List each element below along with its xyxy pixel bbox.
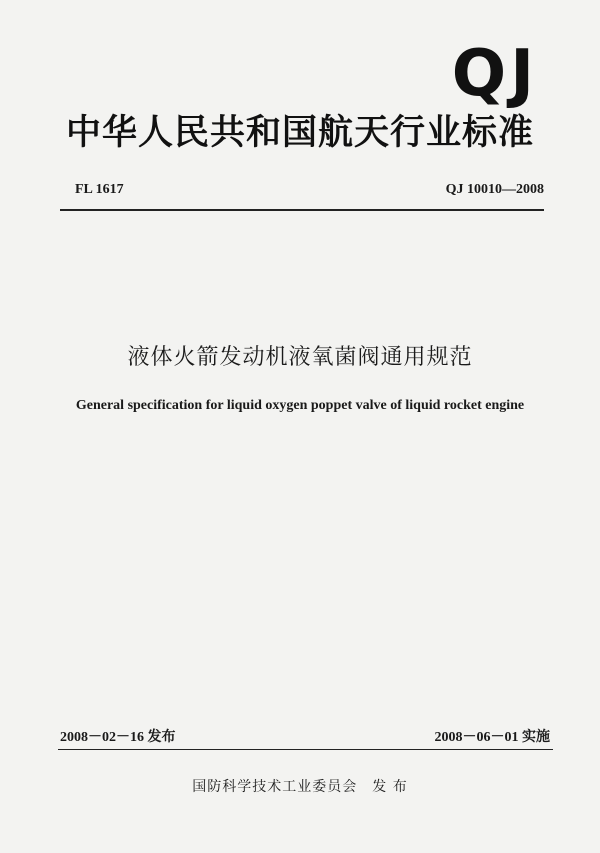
standard-number: QJ 10010—2008 bbox=[445, 182, 544, 197]
chinese-title: 液体火箭发动机液氧菌阀通用规范 bbox=[127, 345, 473, 370]
english-title: General specification for liquid oxygen poppet valve of liquid rocket engine bbox=[75, 398, 525, 413]
header-divider bbox=[60, 209, 544, 211]
publisher: 国防科学技术工业委员会 发 布 bbox=[192, 779, 408, 795]
implementation-date: 2008－06－01 实施 bbox=[434, 730, 550, 745]
issue-date: 2008－02－16 发布 bbox=[60, 730, 176, 745]
standard-category-title: 中华人民共和国航天行业标准 bbox=[65, 113, 534, 153]
classification-code: FL 1617 bbox=[75, 182, 124, 197]
qj-logo: QJ bbox=[451, 37, 538, 111]
footer-divider bbox=[58, 749, 553, 750]
